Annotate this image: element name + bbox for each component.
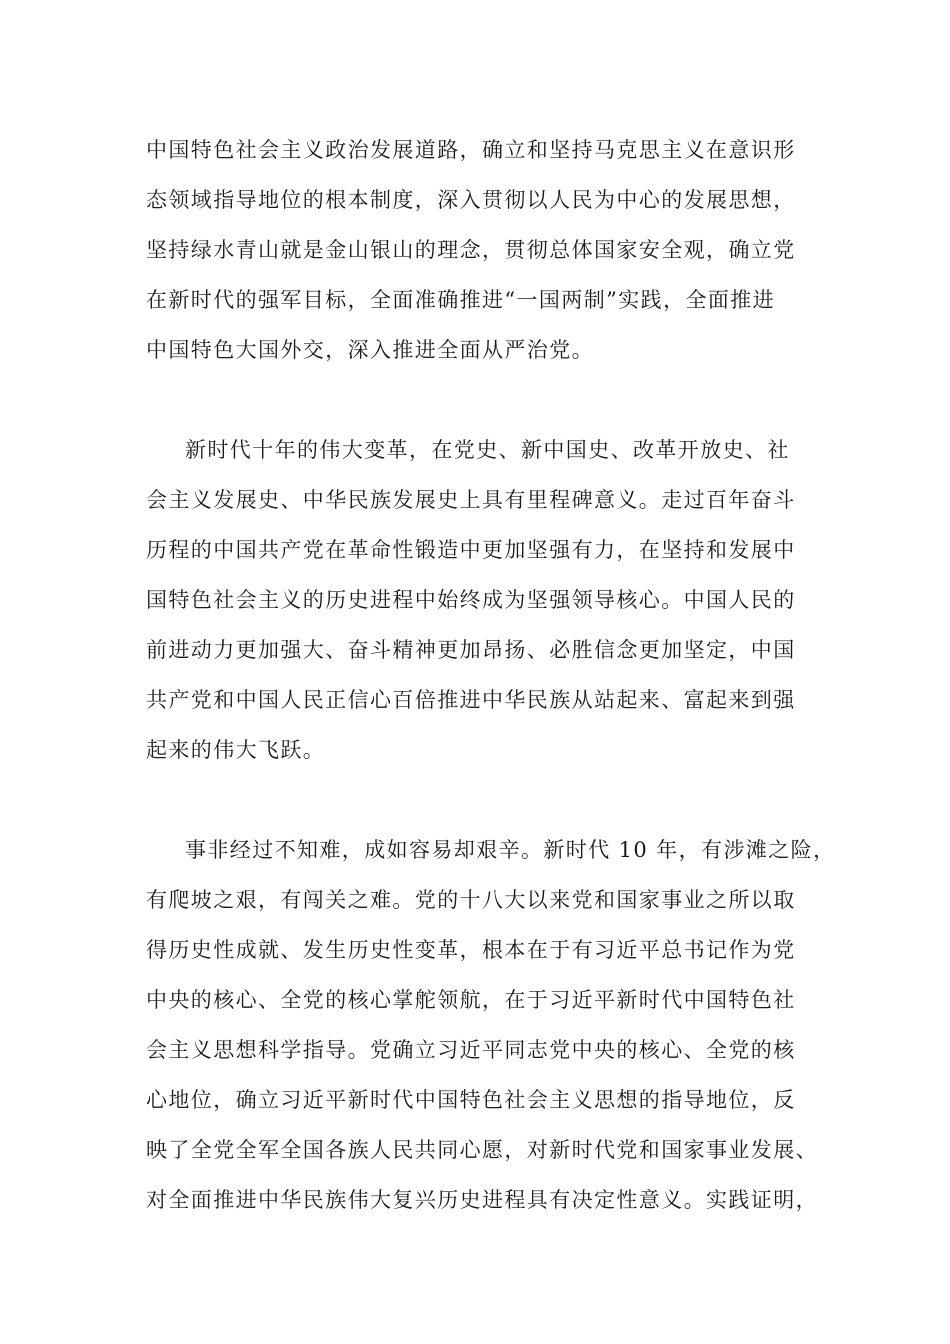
text-line: 历程的中国共产党在革命性锻造中更加坚强有力，在坚持和发展中	[146, 538, 796, 562]
text-line: 得历史性成就、发生历史性变革，根本在于有习近平总书记作为党	[146, 938, 796, 962]
text-line: 中国特色大国外交，深入推进全面从严治党。	[146, 338, 594, 362]
text-line: 前进动力更加强大、奋斗精神更加昂扬、必胜信念更加坚定，中国	[146, 638, 796, 662]
text-line: 事非经过不知难，成如容易却艰辛。新时代 10 年，有涉滩之险，	[185, 838, 836, 862]
text-line: 有爬坡之艰，有闯关之难。党的十八大以来党和国家事业之所以取	[146, 888, 796, 912]
text-line: 映了全党全军全国各族人民共同心愿，对新时代党和国家事业发展、	[146, 1138, 818, 1162]
text-line: 态领域指导地位的根本制度，深入贯彻以人民为中心的发展思想，	[146, 188, 796, 212]
text-line: 新时代十年的伟大变革，在党史、新中国史、改革开放史、社	[185, 438, 790, 462]
text-line: 在新时代的强军目标，全面准确推进“一国两制”实践，全面推进	[146, 288, 776, 312]
text-line: 国特色社会主义的历史进程中始终成为坚强领导核心。中国人民的	[146, 588, 796, 612]
text-line: 会主义思想科学指导。党确立习近平同志党中央的核心、全党的核	[146, 1038, 796, 1062]
text-line: 心地位，确立习近平新时代中国特色社会主义思想的指导地位，反	[146, 1088, 796, 1112]
text-line: 中央的核心、全党的核心掌舵领航，在于习近平新时代中国特色社	[146, 988, 796, 1012]
text-line: 对全面推进中华民族伟大复兴历史进程具有决定性意义。实践证明，	[146, 1188, 818, 1212]
text-line: 坚持绿水青山就是金山银山的理念，贯彻总体国家安全观，确立党	[146, 238, 796, 262]
text-line: 会主义发展史、中华民族发展史上具有里程碑意义。走过百年奋斗	[146, 488, 796, 512]
text-line: 中国特色社会主义政治发展道路，确立和坚持马克思主义在意识形	[146, 138, 796, 162]
text-line: 共产党和中国人民正信心百倍推进中华民族从站起来、富起来到强	[146, 688, 796, 712]
text-line: 起来的伟大飞跃。	[146, 738, 326, 762]
